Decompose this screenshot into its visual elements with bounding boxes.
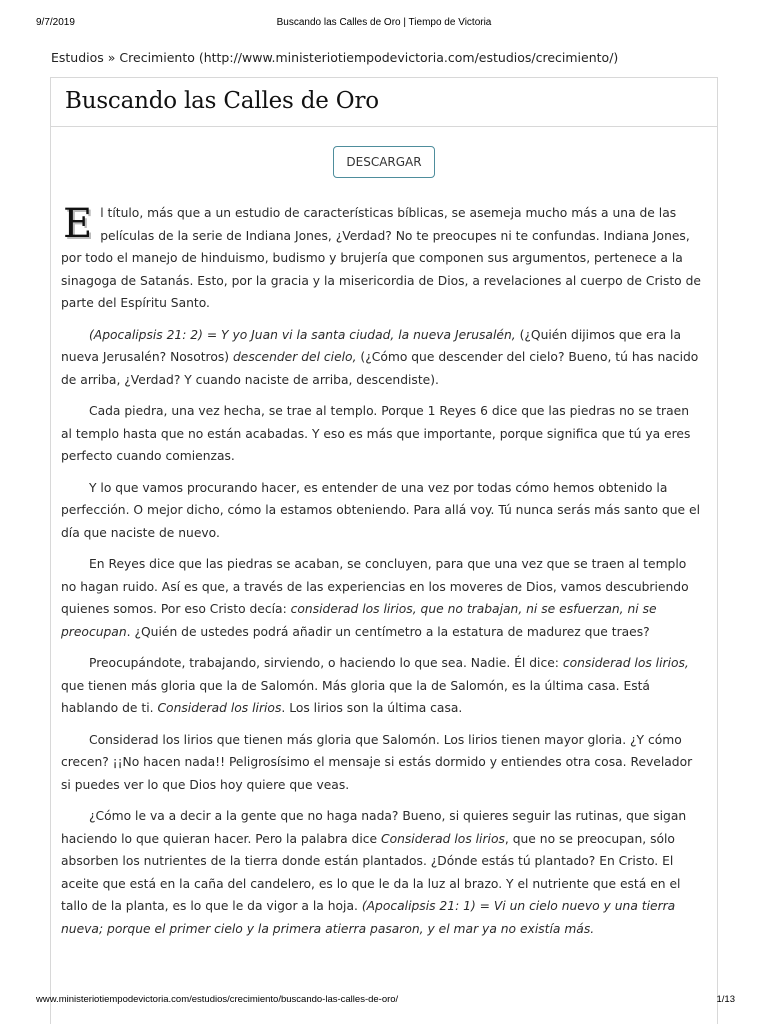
print-footer <box>0 994 768 1008</box>
scripture-quote: considerad los lirios, <box>562 656 689 670</box>
article-header <box>51 78 717 127</box>
scripture-quote: Considerad los lirios <box>380 831 505 846</box>
breadcrumb-section-link[interactable]: Estudios <box>51 50 104 65</box>
scripture-quote: descender del cielo, <box>232 350 357 364</box>
dropcap: E <box>63 201 93 247</box>
paragraph-6 <box>61 652 703 720</box>
paragraph-6-text: que tienen más gloria que la de Salomón. Más gloria que la de Salomón, es la última casa. Está hablando de ti. <box>61 678 650 715</box>
print-header <box>0 17 768 31</box>
paragraph-4: Y lo que vamos procurando hacer, es entender de una vez por todas cómo hemos obtenido la perfección. O mejor dicho, cómo la estamos obteniendo. Para allá voy. Tú nunca serás más santo que el día que naciste de nuevo. <box>61 480 701 540</box>
paragraph-5-text: . ¿Quién de ustedes podrá añadir un centímetro a la estatura de madurez que traes? <box>126 624 650 639</box>
paragraph-2-text: (¿Quién dijimos que era la nueva Jerusalén? Nosotros) <box>61 327 682 364</box>
paragraph-8-text: ¿Cómo le va a decir a la gente que no haga nada? Bueno, si quieres seguir las rutinas, que sigan haciendo lo que quieran hacer. Pero la palabra dice <box>61 809 687 846</box>
breadcrumb-category-link[interactable]: Crecimiento (http://www.ministeriotiempodevictoria.com/estudios/crecimiento/) <box>119 50 619 65</box>
breadcrumb-separator: » <box>103 50 120 65</box>
download-button[interactable]: DESCARGAR <box>333 146 434 178</box>
paragraph-7: Considerad los lirios que tienen más gloria que Salomón. Los lirios tienen mayor gloria. ¿Y cómo crecen? ¡¡No hacen nada!! Peligrosísimo el mensaje si estás dormido y entiendes otra cosa. Revelador si puedes ver lo que Dios hoy quiere que veas. <box>61 732 693 792</box>
article-body <box>61 202 703 949</box>
paragraph-5 <box>61 553 703 643</box>
scripture-quote: (Apocalipsis 21: 1) = Vi un cielo nuevo y una tierra nueva; porque el primer cielo y la primera atierra pasaron, y el mar ya no existía más. <box>61 899 676 936</box>
scripture-quote: considerad los lirios, que no trabajan, ni se esfuerzan, ni se preocupan <box>61 602 657 639</box>
paragraph-8 <box>61 805 703 940</box>
print-url: www.ministeriotiempodevictoria.com/estudios/crecimiento/buscando-las-calles-de-oro/ <box>36 994 399 1005</box>
scripture-quote: Considerad los lirios <box>157 701 282 715</box>
print-date: 9/7/2019 <box>36 17 75 28</box>
paragraph-8-text: , que no se preocupan, sólo absorben los nutrientes de la tierra donde están plantados. ¿Dónde estás tú plantado? En Cristo. El aceite que está en la caña del candelero, es lo que le da la luz al brazo. Y el nutriente que está en el tallo de la planta, es lo que le da vigor a la hoja. <box>61 831 681 913</box>
paragraph-2-text: (¿Cómo que descender del cielo? Bueno, tú has nacido de arriba, ¿Verdad? Y cuando naciste de arriba, descendiste). <box>61 350 699 387</box>
scripture-quote: (Apocalipsis 21: 2) = Y yo Juan vi la santa ciudad, la nueva Jerusalén, <box>89 327 516 342</box>
print-page-title: Buscando las Calles de Oro | Tiempo de Victoria <box>276 17 492 28</box>
download-area <box>51 146 717 178</box>
paragraph-6-text: . Los lirios son la última casa. <box>281 701 463 715</box>
article-card <box>50 77 718 1024</box>
article-title: Buscando las Calles de Oro <box>65 88 379 114</box>
paragraph-1 <box>61 202 703 315</box>
paragraph-1-text: l título, más que a un estudio de características bíblicas, se asemeja mucho más a una de las películas de la serie de Indiana Jones, ¿Verdad? No te preocupes ni te confundas. Indiana Jones, por todo el manejo de hinduismo, budismo y brujería que componen sus argumentos, pertenece a la sinagoga de Satanás. Esto, por la gracia y la misericordia de Dios, a revelaciones al cuerpo de Cristo de parte del Espíritu Santo. <box>61 206 701 310</box>
paragraph-2 <box>61 324 703 392</box>
page-number: 1/13 <box>716 994 735 1005</box>
breadcrumb <box>51 50 618 65</box>
paragraph-3: Cada piedra, una vez hecha, se trae al templo. Porque 1 Reyes 6 dice que las piedras no se traen al templo hasta que no están acabadas. Y eso es más que importante, porque significa que tú ya eres perfecto cuando comienzas. <box>61 404 691 463</box>
paragraph-6-text: Preocupándote, trabajando, sirviendo, o haciendo lo que sea. Nadie. Él dice: <box>89 656 563 670</box>
paragraph-5-text: En Reyes dice que las piedras se acaban, se concluyen, para que una vez que se traen al templo no hagan ruido. Así es que, a través de las experiencias en los moveres de Dios, vamos descubriendo quienes somos. Por eso Cristo decía: <box>61 557 689 616</box>
